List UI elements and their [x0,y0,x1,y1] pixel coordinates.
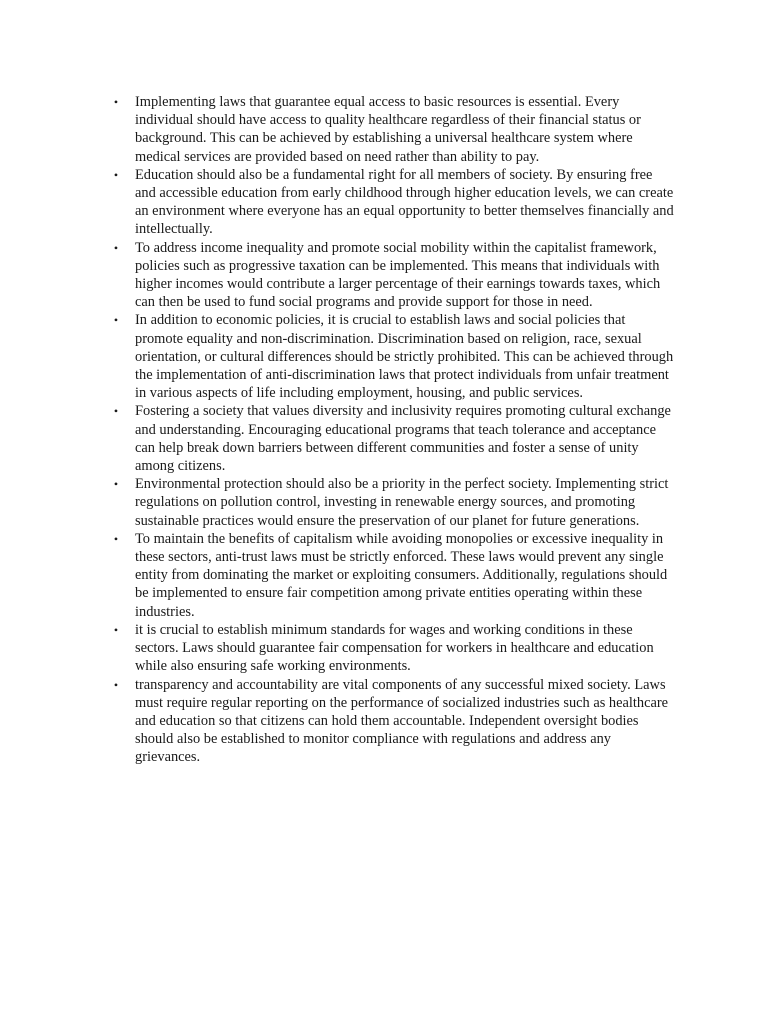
bullet-icon: • [113,95,119,109]
list-item [110,676,676,767]
list-item [110,402,676,475]
list-item [110,475,676,530]
bullet-icon: • [113,477,119,492]
paragraph-text: Fostering a society that values diversity and inclusivity requires promoting cultural exchange and understanding. Encouraging educational programs that teach tolerance and acceptance can help break down barriers between different communities and foster a sense of unity among citizens. [135,403,671,475]
paragraph-text: Environmental protection should also be a priority in the perfect society. Implementing strict regulations on pollution control, investing in renewable energy sources, and promoting sustainable practices would ensure the preservation of our planet for future generations. [135,476,669,529]
paragraph-text: To maintain the benefits of capitalism while avoiding monopolies or excessive inequality in these sectors, anti-trust laws must be strictly enforced. These laws would prevent any single entity from dominating the market or exploiting consumers. Additionally, regulations should be implemented to ensure fair competition among private entities operating within these industries. [135,530,668,620]
list-item [110,239,676,312]
paragraph-text: Implementing laws that guarantee equal access to basic resources is essential. Every individual should have access to quality healthcare regardless of their financial status or background. This can be achieved by establishing a universal healthcare system where medical services are provided based on need rather than ability to pay. [135,94,641,165]
bullet-list [110,93,676,767]
bullet-icon: • [113,677,119,692]
bullet-icon: • [113,313,119,328]
list-item [110,311,676,402]
bullet-icon: • [113,240,119,255]
paragraph-text: Education should also be a fundamental right for all members of society. By ensuring free and accessible education from early childhood through higher education levels, we can create an environment where everyone has an equal opportunity to better themselves financially and intellectually. [135,166,674,238]
paragraph-text: To address income inequality and promote social mobility within the capitalist framework, policies such as progressive taxation can be implemented. This means that individuals with higher incomes would contribute a larger percentage of their earnings towards taxes, which can then be used to fund social programs and provide support for those in need. [135,239,661,311]
bullet-icon: • [113,622,119,637]
paragraph-text: In addition to economic policies, it is crucial to establish laws and social policies that promote equality and non-discrimination. Discrimination based on religion, race, sexual orientation, or cultural differences should be strictly prohibited. This can be achieved through the implementation of anti-discrimination laws that protect individuals from unfair treatment in various aspects of life including employment, housing, and public services. [135,312,674,402]
paragraph-text: it is crucial to establish minimum standards for wages and working conditions in these sectors. Laws should guarantee fair compensation for workers in healthcare and education while also ensuring safe working environments. [135,621,654,675]
list-item [110,93,676,166]
bullet-icon: • [113,167,119,182]
list-item [110,166,676,239]
list-item [110,621,676,676]
paragraph-text: transparency and accountability are vital components of any successful mixed society. Laws must require regular reporting on the performance of socialized industries such as healthcare and education so that citizens can hold them accountable. Independent oversight bodies should also be established to monitor compliance with regulations and address any grievances. [135,676,669,766]
list-item [110,530,676,621]
bullet-icon: • [113,531,119,546]
bullet-icon: • [113,404,119,419]
